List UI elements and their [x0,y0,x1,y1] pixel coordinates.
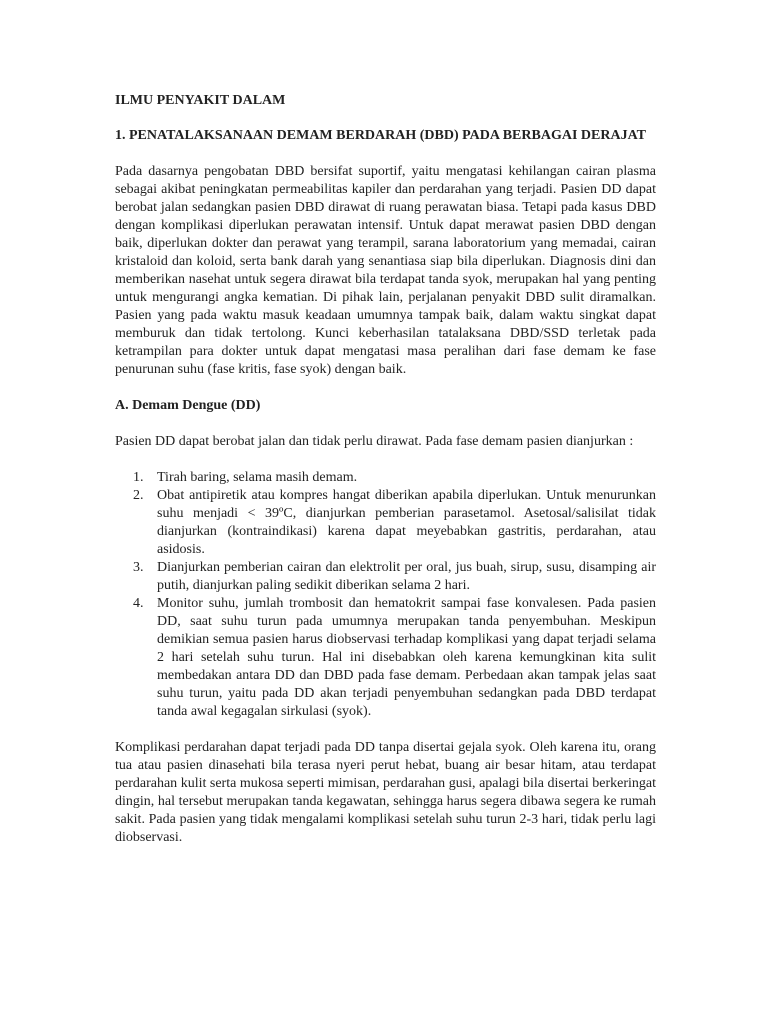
list-item-number: 2. [133,488,144,503]
list-item-number: 4. [133,596,144,611]
document-title: ILMU PENYAKIT DALAM [115,93,286,108]
list-item [115,487,656,559]
list-item [115,469,656,487]
list-item [115,559,656,595]
subsection-intro-paragraph: Pasien DD dapat berobat jalan dan tidak perlu dirawat. Pada fase demam pasien dianjurkan : [115,434,634,449]
recommendation-list [115,469,656,721]
list-item-text: Dianjurkan pemberian cairan dan elektrolit per oral, jus buah, sirup, susu, disamping air putih, dianjurkan paling sedikit diberikan selama 2 hari. [157,560,656,593]
section-title: 1. PENATALAKSANAAN DEMAM BERDARAH (DBD) PADA BERBAGAI DERAJAT [115,128,646,143]
list-item-text: Obat antipiretik atau kompres hangat diberikan apabila diperlukan. Untuk menurunkan suhu menjadi < 39ºC, dianjurkan pemberian parasetamol. Asetosal/salisilat tidak dianjurkan (kontraindikasi) karena dapat meyebabkan gastritis, perdarahan, atau asidosis. [157,488,656,557]
list-item-text: Tirah baring, selama masih demam. [157,470,358,485]
list-item-text: Monitor suhu, jumlah trombosit dan hematokrit sampai fase konvalesen. Pada pasien DD, saat suhu turun pada umumnya merupakan tanda penyembuhan. Meskipun demikian semua pasien harus diobservasi terhadap komplikasi yang dapat terjadi selama 2 hari setelah suhu turun. Hal ini disebabkan oleh karena kemungkinan kita sulit membedakan antara DD dan DBD pada fase demam. Perbedaan akan tampak jelas saat suhu turun, yaitu pada DD akan terjadi penyembuhan sedangkan pada DBD terdapat tanda awal kegagalan sirkulasi (syok). [157,596,656,719]
intro-paragraph: Pada dasarnya pengobatan DBD bersifat suportif, yaitu mengatasi kehilangan cairan plasma sebagai akibat peningkatan permeabilitas kapiler dan perdarahan yang terjadi. Pasien DD dapat berobat jalan sedangkan pasien DBD dirawat di ruang perawatan biasa. Tetapi pada kasus DBD dengan komplikasi diperlukan perawatan intensif. Untuk dapat merawat pasien DBD dengan baik, diperlukan dokter dan perawat yang terampil, sarana laboratorium yang memadai, cairan kristaloid dan koloid, serta bank darah yang senantiasa siap bila diperlukan. Diagnosis dini dan memberikan nasehat untuk segera dirawat bila terdapat tanda syok, merupakan hal yang penting untuk mengurangi angka kematian. Di pihak lain, perjalanan penyakit DBD sulit diramalkan. Pasien yang pada waktu masuk keadaan umumnya tampak baik, dalam waktu singkat dapat memburuk dan tidak tertolong. Kunci keberhasilan tatalaksana DBD/SSD terletak pada ketrampilan para dokter untuk dapat mengatasi masa peralihan dari fase demam ke fase penurunan suhu (fase kritis, fase syok) dengan baik. [115,164,656,377]
list-item-number: 3. [133,560,144,575]
document-page [115,92,656,865]
subsection-title: A. Demam Dengue (DD) [115,398,261,413]
list-item [115,595,656,721]
list-item-number: 1. [133,470,144,485]
closing-paragraph: Komplikasi perdarahan dapat terjadi pada DD tanpa disertai gejala syok. Oleh karena itu, orang tua atau pasien dinasehati bila terasa nyeri perut hebat, buang air besar hitam, atau terdapat perdarahan kulit serta mukosa seperti mimisan, perdarahan gusi, apalagi bila disertai berkeringat dingin, hal tersebut merupakan tanda kegawatan, sehingga harus segera dibawa segera ke rumah sakit. Pada pasien yang tidak mengalami komplikasi setelah suhu turun 2-3 hari, tidak perlu lagi diobservasi. [115,740,656,845]
